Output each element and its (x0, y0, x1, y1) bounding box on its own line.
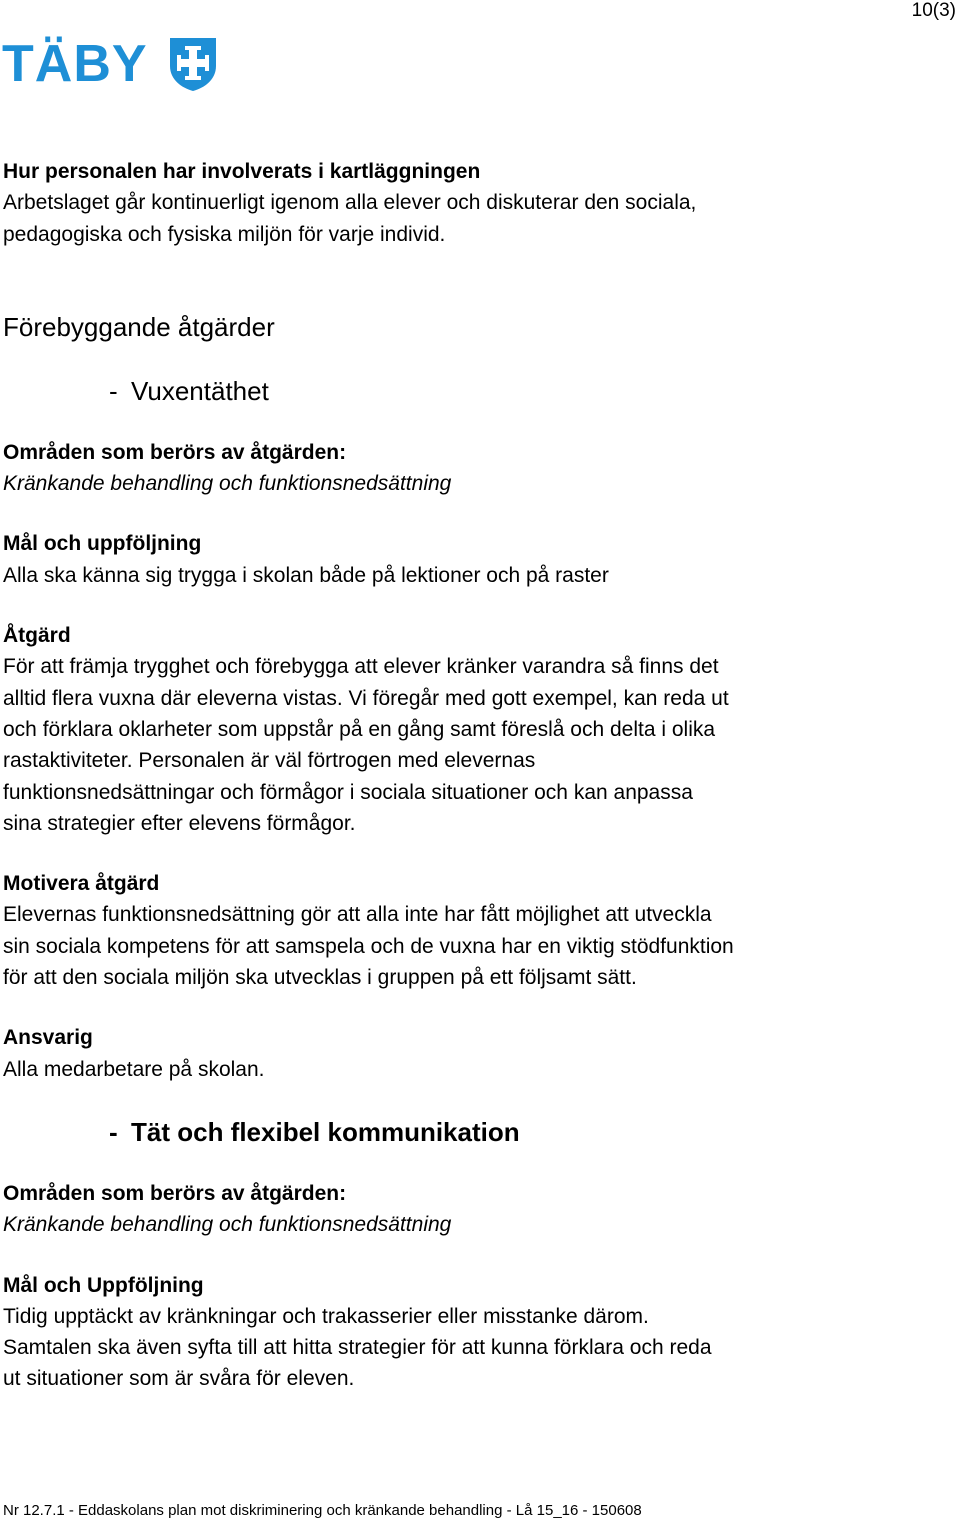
measure1-motivate-line-1: Elevernas funktionsnedsättning gör att alla inte har fått möjlighet att utveckla (3, 903, 712, 927)
measure1-action-line-1: För att främja trygghet och förebygga att elever kränker varandra så finns det (3, 655, 719, 679)
document-body (3, 156, 943, 1395)
page-number: 10(3) (911, 0, 956, 21)
measure1-motivate-line-2: sin sociala kompetens för att samspela och de vuxna har en viktig stödfunktion (3, 934, 734, 958)
measure1-action-line-4: rastaktiviteter. Personalen är väl förtrogen med elevernas (3, 749, 536, 773)
measure1-areas-value: Kränkande behandling och funktionsnedsättning (3, 472, 452, 496)
intro-heading: Hur personalen har involverats i kartläggningen (3, 160, 481, 183)
measure1-responsible-text: Alla medarbetare på skolan. (3, 1057, 265, 1081)
measure2-areas-label: Områden som berörs av åtgärden: (3, 1181, 347, 1205)
measure1-action-line-3: och förklara oklarheter som uppstår på en gång samt föreslå och delta i olika (3, 717, 716, 741)
dash-bullet: - (109, 1116, 118, 1147)
measure2-goal-label: Mål och Uppföljning (3, 1273, 204, 1297)
measure1-action-line-2: alltid flera vuxna där eleverna vistas. Vi föregår med gott exempel, kan reda ut (3, 686, 729, 710)
measure1-goal-label: Mål och uppföljning (3, 532, 202, 556)
measure2-areas-value: Kränkande behandling och funktionsnedsättning (3, 1213, 452, 1237)
measure2-goal-line-3: ut situationer som är svåra för eleven. (3, 1367, 355, 1391)
measure2-title (3, 1117, 943, 1147)
intro-line-1: Arbetslaget går kontinuerligt igenom alla elever och diskuterar den sociala, (3, 191, 697, 215)
measure1-action-line-5: funktionsnedsättningar och förmågor i sociala situationer och kan anpassa (3, 780, 693, 804)
dash-bullet: - (109, 375, 118, 406)
measure1-motivate-label: Motivera åtgärd (3, 872, 160, 896)
page-footer: Nr 12.7.1 - Eddaskolans plan mot diskriminering och kränkande behandling - Lå 15_16 - 150608 (3, 1502, 642, 1519)
measure1-motivate-line-3: för att den sociala miljön ska utvecklas i gruppen på ett följsamt sätt. (3, 966, 637, 990)
measure1-action-label: Åtgärd (3, 624, 71, 648)
measure1-title-text: Vuxentäthet (131, 375, 269, 406)
main-heading: Förebyggande åtgärder (3, 311, 275, 342)
taby-logo (2, 36, 218, 92)
measure1-title (3, 376, 943, 406)
intro-line-2: pedagogiska och fysiska miljön för varje individ. (3, 222, 446, 246)
measure2-goal-line-2: Samtalen ska även syfta till att hitta strategier för att kunna förklara och reda (3, 1336, 712, 1360)
measure2-goal-line-1: Tidig upptäckt av kränkningar och trakasserier eller misstanke därom. (3, 1304, 649, 1328)
measure1-responsible-label: Ansvarig (3, 1026, 93, 1050)
measure1-goal-text: Alla ska känna sig trygga i skolan både på lektioner och på raster (3, 563, 609, 587)
measure2-title-text: Tät och flexibel kommunikation (131, 1116, 520, 1147)
shield-cross-icon (168, 36, 218, 92)
logo-text: TÄBY (2, 35, 148, 93)
measure1-areas-label: Områden som berörs av åtgärden: (3, 440, 347, 464)
measure1-action-line-6: sina strategier efter elevens förmågor. (3, 811, 356, 835)
